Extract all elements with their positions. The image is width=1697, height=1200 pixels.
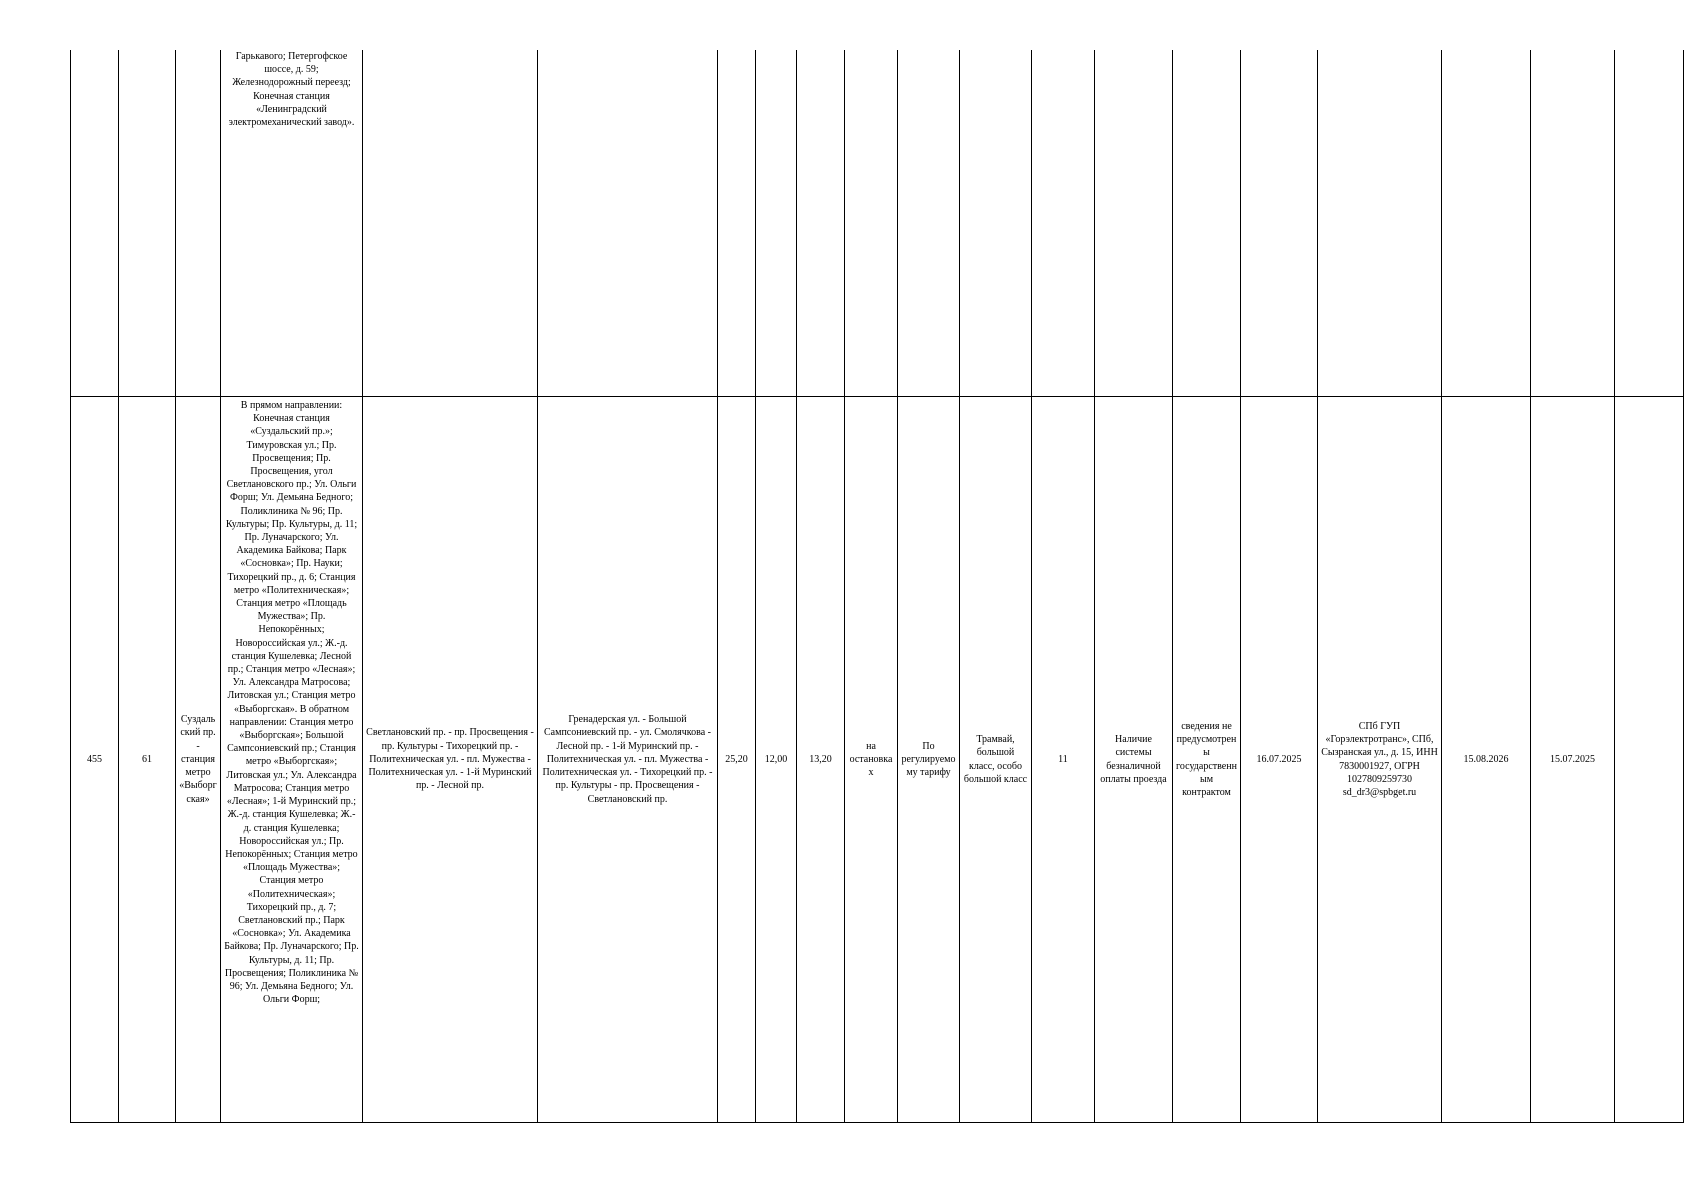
cell-start-date: 16.07.2025 bbox=[1241, 397, 1318, 1123]
cell-end-date: 15.08.2026 bbox=[1442, 397, 1531, 1123]
cell-carrier: СПб ГУП «Горэлектротранс», СПб, Сызранская ул., д. 15, ИНН 7830001927, ОГРН 1027809259730 sd_dr3@spbget.ru bbox=[1318, 397, 1442, 1123]
cell-route-name: Суздальский пр. - станция метро «Выборгская» bbox=[176, 397, 221, 1123]
cell-length-backward: 12,00 bbox=[756, 397, 797, 1123]
cell-contract-info: сведения не предусмотрены государственным контрактом bbox=[1173, 397, 1241, 1123]
cell-vehicle-count: 11 bbox=[1032, 397, 1095, 1123]
cell-vehicle-count bbox=[1032, 50, 1095, 397]
cell-streets-forward bbox=[363, 50, 538, 397]
route-register-table bbox=[70, 50, 1684, 1123]
cell-payment-system: Наличие системы безналичной оплаты проезда bbox=[1095, 397, 1173, 1123]
cell-vehicle-class: Трамвай, большой класс, особо большой класс bbox=[960, 397, 1032, 1123]
cell-streets-forward: Светлановский пр. - пр. Просвещения - пр. Культуры - Тихорецкий пр. - Политехническая ул. - пл. Мужества - Политехническая ул. - 1-й Муринский пр. - Лесной пр. bbox=[363, 397, 538, 1123]
cell-payment-system bbox=[1095, 50, 1173, 397]
cell-reg-number: 455 bbox=[71, 397, 119, 1123]
cell-contract-info bbox=[1173, 50, 1241, 397]
cell-extra bbox=[1615, 50, 1684, 397]
cell-length-backward bbox=[756, 50, 797, 397]
cell-carrier bbox=[1318, 50, 1442, 397]
cell-tariff-type bbox=[898, 50, 960, 397]
cell-boarding-order: на остановках bbox=[845, 397, 898, 1123]
cell-length-total bbox=[797, 50, 845, 397]
table-row bbox=[71, 397, 1684, 1123]
cell-tariff-type: По регулируемому тарифу bbox=[898, 397, 960, 1123]
cell-change-date bbox=[1531, 50, 1615, 397]
cell-length-forward: 25,20 bbox=[718, 397, 756, 1123]
cell-length-forward bbox=[718, 50, 756, 397]
cell-extra bbox=[1615, 397, 1684, 1123]
cell-stops: В прямом направлении: Конечная станция «Суздальский пр.»; Тимуровская ул.; Пр. Просвещения; Пр. Просвещения, угол Светлановского пр.; Ул. Ольги Форш; Ул. Демьяна Бедного; Поликлиника № 96; Пр. Культуры; Пр. Культуры, д. 11; Пр. Луначарского; Ул. Академика Байкова; Парк «Сосновка»; Пр. Науки; Тихорецкий пр., д. 6; Станция метро «Политехническая»; Станция метро «Площадь Мужества»; Пр. Непокорённых; Новороссийская ул.; Ж.-д. станция Кушелевка; Лесной пр.; Станция метро «Лесная»; Ул. Александра Матросова; Литовская ул.; Станция метро «Выборгская». В обратном направлении: Станция метро «Выборгская»; Большой Сампсониевский пр.; Станция метро «Выборгская»; Литовская ул.; Ул. Александра Матросова; Станция метро «Лесная»; 1-й Муринский пр.; Ж.-д. станция Кушелевка; Ж.-д. станция Кушелевка; Новороссийская ул.; Пр. Непокорённых; Станция метро «Площадь Мужества»; Станция метро «Политехническая»; Тихорецкий пр., д. 7; Светлановский пр.; Парк «Сосновка»; Ул. Академика Байкова; Пр. Луначарского; Пр. Культуры, д. 11; Пр. Просвещения; Поликлиника № 96; Ул. Демьяна Бедного; Ул. Ольги Форш; bbox=[221, 397, 363, 1123]
cell-route-name bbox=[176, 50, 221, 397]
cell-reg-number bbox=[71, 50, 119, 397]
cell-streets-backward: Гренадерская ул. - Большой Сампсониевский пр. - ул. Смолячкова - Лесной пр. - 1-й Муринский пр. - Политехническая ул. - пл. Мужества - Политехническая ул. - Тихорецкий пр. - пр. Культуры - пр. Просвещения - Светлановский пр. bbox=[538, 397, 718, 1123]
table-row bbox=[71, 50, 1684, 397]
cell-boarding-order bbox=[845, 50, 898, 397]
cell-end-date bbox=[1442, 50, 1531, 397]
cell-start-date bbox=[1241, 50, 1318, 397]
cell-vehicle-class bbox=[960, 50, 1032, 397]
cell-change-date: 15.07.2025 bbox=[1531, 397, 1615, 1123]
cell-stops: Гарькавого; Петергофское шоссе, д. 59; Железнодорожный переезд; Конечная станция «Ленинградский электромеханический завод». bbox=[221, 50, 363, 397]
cell-route-number: 61 bbox=[119, 397, 176, 1123]
cell-streets-backward bbox=[538, 50, 718, 397]
cell-route-number bbox=[119, 50, 176, 397]
cell-length-total: 13,20 bbox=[797, 397, 845, 1123]
